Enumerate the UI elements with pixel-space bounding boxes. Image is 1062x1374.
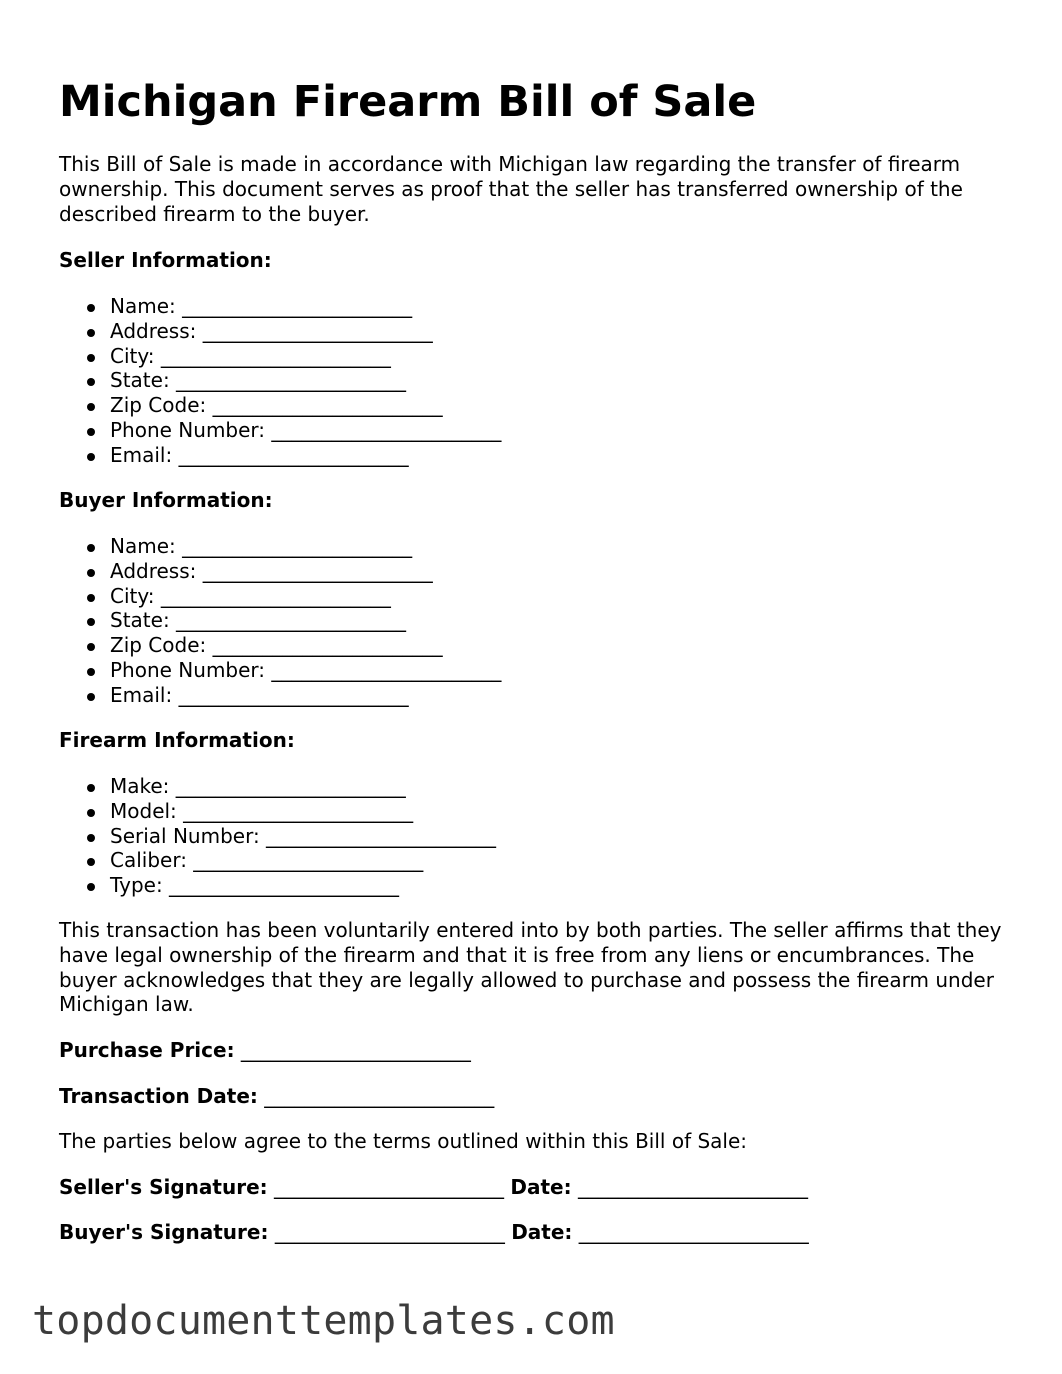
statement-paragraph: This transaction has been voluntarily entered into by both parties. The seller affirms that they have legal ownership of the firearm and that it is free from any liens or encumbrances. The buyer acknowledges that they are legally allowed to purchase and possess the firearm under Michigan law. xyxy=(59,918,1002,1017)
purchase-price-blank[interactable]: _______________________ xyxy=(234,1038,471,1062)
seller-signature-row[interactable] xyxy=(59,1175,808,1200)
agreement-paragraph: The parties below agree to the terms outlined within this Bill of Sale: xyxy=(59,1129,748,1153)
seller-date-blank[interactable]: _______________________ xyxy=(571,1175,808,1199)
buyer-name-field[interactable]: Name: _______________________ xyxy=(59,534,501,559)
transaction-date-label: Transaction Date: xyxy=(59,1084,258,1108)
firearm-caliber-field[interactable]: Caliber: _______________________ xyxy=(59,848,496,873)
bullet-icon xyxy=(87,668,95,676)
intro-paragraph: This Bill of Sale is made in accordance with Michigan law regarding the transfer of firearm ownership. This document serves as proof that the seller has transferred ownership of the described firearm to the buyer. xyxy=(59,152,963,226)
buyer-date-blank[interactable]: _______________________ xyxy=(572,1220,809,1244)
bullet-icon xyxy=(87,453,95,461)
buyer-fields-list xyxy=(59,534,501,708)
bullet-icon xyxy=(87,809,95,817)
transaction-date-row[interactable] xyxy=(59,1084,494,1109)
seller-date-label: Date: xyxy=(510,1175,572,1199)
seller-state-field[interactable]: State: _______________________ xyxy=(59,368,501,393)
bullet-icon xyxy=(87,544,95,552)
firearm-heading: Firearm Information: xyxy=(59,728,295,752)
bullet-icon xyxy=(87,378,95,386)
bullet-icon xyxy=(87,403,95,411)
buyer-date-label: Date: xyxy=(511,1220,573,1244)
buyer-signature-row[interactable] xyxy=(59,1220,809,1245)
seller-email-field[interactable]: Email: _______________________ xyxy=(59,443,501,468)
firearm-type-field[interactable]: Type: _______________________ xyxy=(59,873,496,898)
purchase-price-label: Purchase Price: xyxy=(59,1038,235,1062)
buyer-signature-blank[interactable]: _______________________ xyxy=(268,1220,512,1244)
bullet-icon xyxy=(87,428,95,436)
bullet-icon xyxy=(87,594,95,602)
buyer-state-field[interactable]: State: _______________________ xyxy=(59,608,501,633)
bullet-icon xyxy=(87,329,95,337)
buyer-signature-label: Buyer's Signature: xyxy=(59,1220,269,1244)
buyer-email-field[interactable]: Email: _______________________ xyxy=(59,683,501,708)
seller-signature-blank[interactable]: _______________________ xyxy=(267,1175,511,1199)
bullet-icon xyxy=(87,883,95,891)
buyer-phone-field[interactable]: Phone Number: _______________________ xyxy=(59,658,501,683)
firearm-fields-list xyxy=(59,774,496,898)
seller-city-field[interactable]: City: _______________________ xyxy=(59,344,501,369)
site-watermark: topdocumenttemplates.com xyxy=(32,1298,615,1344)
firearm-serial-field[interactable]: Serial Number: _______________________ xyxy=(59,824,496,849)
document-title: Michigan Firearm Bill of Sale xyxy=(59,77,757,127)
buyer-city-field[interactable]: City: _______________________ xyxy=(59,584,501,609)
seller-zip-field[interactable]: Zip Code: _______________________ xyxy=(59,393,501,418)
seller-fields-list xyxy=(59,294,501,468)
firearm-model-field[interactable]: Model: _______________________ xyxy=(59,799,496,824)
seller-address-field[interactable]: Address: _______________________ xyxy=(59,319,501,344)
bullet-icon xyxy=(87,618,95,626)
bullet-icon xyxy=(87,693,95,701)
purchase-price-row[interactable] xyxy=(59,1038,471,1063)
bullet-icon xyxy=(87,643,95,651)
bullet-icon xyxy=(87,858,95,866)
bullet-icon xyxy=(87,834,95,842)
transaction-date-blank[interactable]: _______________________ xyxy=(257,1084,495,1108)
seller-signature-label: Seller's Signature: xyxy=(59,1175,268,1199)
seller-name-field[interactable]: Name: _______________________ xyxy=(59,294,501,319)
seller-phone-field[interactable]: Phone Number: _______________________ xyxy=(59,418,501,443)
bullet-icon xyxy=(87,304,95,312)
bullet-icon xyxy=(87,354,95,362)
firearm-make-field[interactable]: Make: _______________________ xyxy=(59,774,496,799)
buyer-address-field[interactable]: Address: _______________________ xyxy=(59,559,501,584)
buyer-heading: Buyer Information: xyxy=(59,488,273,512)
seller-heading: Seller Information: xyxy=(59,248,272,272)
bullet-icon xyxy=(87,784,95,792)
bullet-icon xyxy=(87,569,95,577)
buyer-zip-field[interactable]: Zip Code: _______________________ xyxy=(59,633,501,658)
